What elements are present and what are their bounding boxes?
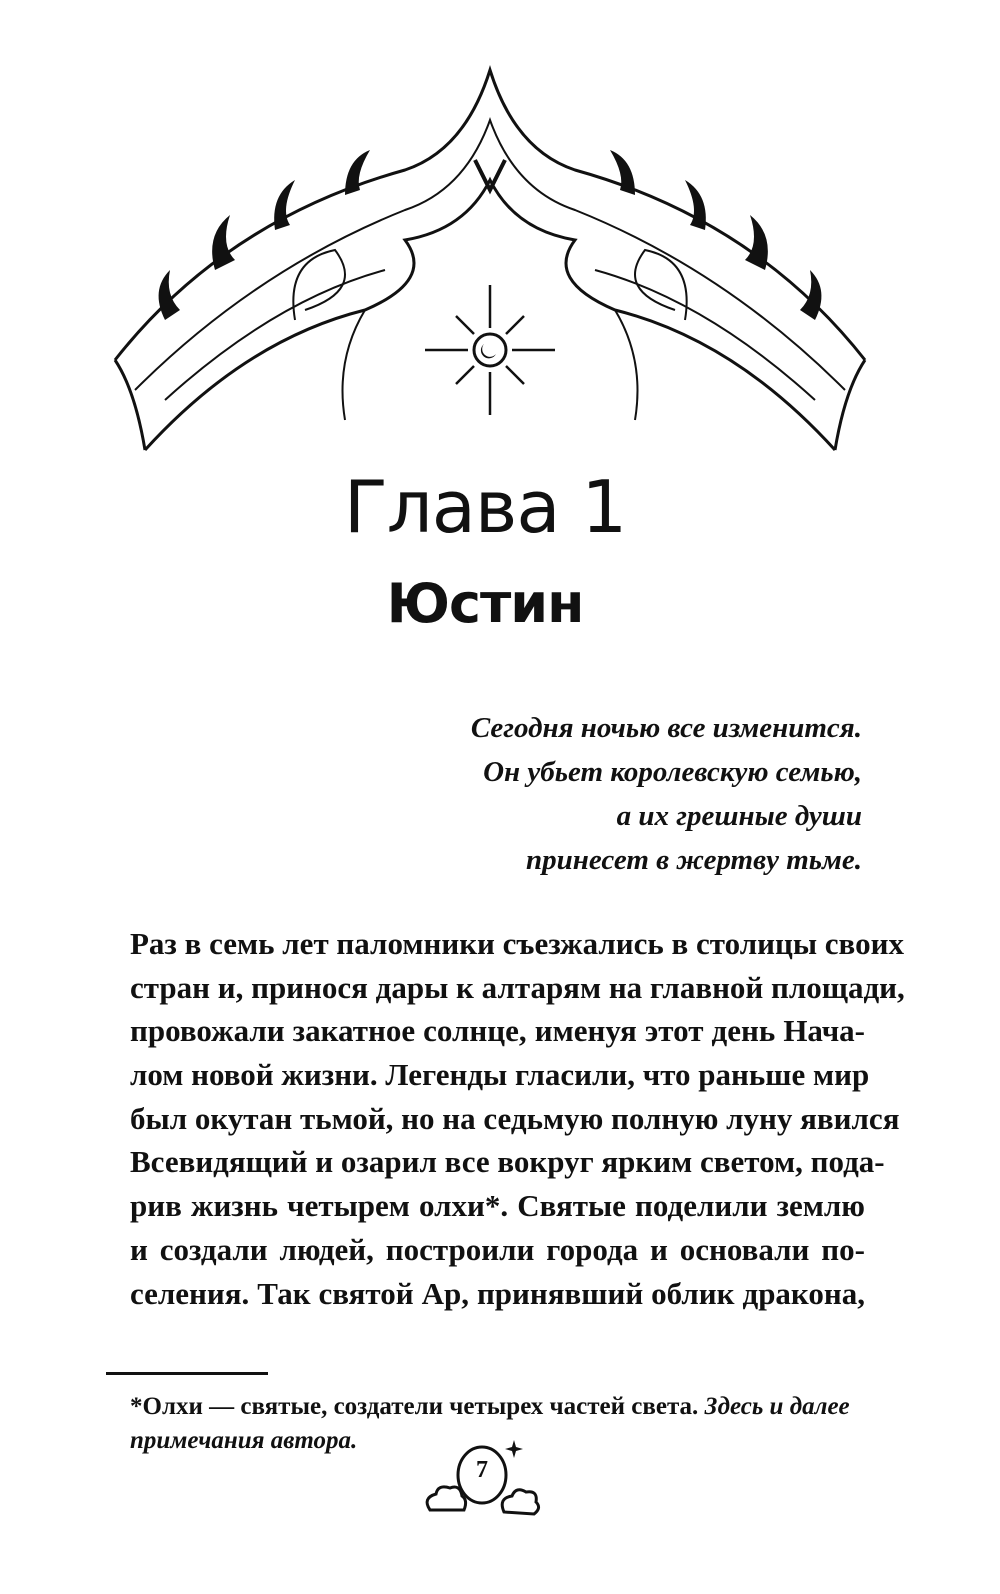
crown-ornament-illustration: [105, 60, 875, 460]
body-line: Всевидящий и озарил все вокруг ярким светом, пода-: [130, 1144, 885, 1180]
body-line: был окутан тьмой, но на седьмую полную луну явился: [130, 1100, 900, 1136]
body-line: селения. Так святой Ар, принявший облик дракона,: [130, 1275, 865, 1311]
footnote-text: *Олхи — святые, создатели четырех частей света.: [130, 1393, 699, 1420]
body-line: провожали закатное солнце, именуя этот день Нача-: [130, 1013, 865, 1049]
epigraph-line: а их грешные души: [616, 800, 862, 832]
body-line: рив жизнь четырем олхи*. Святые поделили землю: [130, 1188, 865, 1224]
page-number: 7: [476, 1457, 488, 1483]
chapter-name: Юстин: [386, 572, 584, 635]
body-line: и создали людей, построили города и основали по-: [130, 1231, 865, 1267]
sun-moon-emblem: [425, 285, 555, 415]
footnote-italic: Здесь и далее примечания автора.: [130, 1393, 850, 1454]
body-line: лом новой жизни. Легенды гласили, что раньше мир: [130, 1057, 870, 1093]
chapter-title: Глава 1: [343, 465, 627, 549]
epigraph-line: принесет в жертву тьме.: [526, 844, 862, 876]
body-line: Раз в семь лет паломники съезжались в столицы своих: [130, 926, 904, 961]
epigraph-line: Он убьет королевскую семью,: [483, 756, 862, 788]
epigraph-line: Сегодня ночью все изменится.: [470, 712, 862, 744]
body-line: стран и, принося дары к алтарям на главной площади,: [130, 969, 905, 1005]
footnote-divider: [106, 1372, 268, 1375]
body-text: [130, 922, 905, 1315]
